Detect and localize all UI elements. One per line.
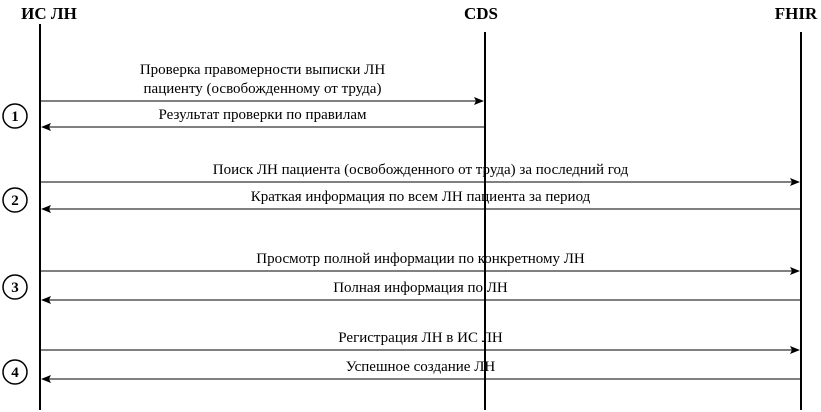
- step-marker-3: [3, 275, 27, 299]
- message-arrow: [41, 359, 800, 383]
- message-label: Просмотр полной информации по конкретному ЛН: [256, 251, 585, 267]
- message-label: Регистрация ЛН в ИС ЛН: [338, 330, 503, 346]
- step-number: 2: [11, 193, 19, 209]
- step-marker-1: [3, 104, 27, 128]
- message-label: Проверка правомерности выписки ЛН: [139, 62, 386, 78]
- messages-layer: [41, 62, 800, 383]
- message-label: пациенту (освобожденному от труда): [143, 81, 382, 97]
- message-arrow: [41, 280, 800, 304]
- message-label: Результат проверки по правилам: [158, 107, 367, 123]
- message-label: Краткая информация по всем ЛН пациента за период: [250, 189, 591, 205]
- step-marker-2: [3, 188, 27, 212]
- step-number: 3: [11, 280, 19, 296]
- actor-is-ln-title: ИС ЛН: [21, 4, 77, 23]
- message-arrow: [41, 62, 484, 105]
- step-number: 4: [11, 365, 19, 381]
- message-label: Поиск ЛН пациента (освобожденного от труда) за последний год: [212, 162, 629, 178]
- step-number: 1: [11, 109, 19, 125]
- steps-layer: [3, 104, 27, 384]
- message-label: Успешное создание ЛН: [345, 359, 496, 375]
- step-marker-4: [3, 360, 27, 384]
- message-arrow: [41, 107, 484, 131]
- message-arrow: [41, 162, 800, 186]
- message-arrow: [41, 189, 800, 213]
- actor-cds-title: CDS: [463, 4, 499, 23]
- message-arrow: [41, 330, 800, 354]
- message-label: Полная информация по ЛН: [333, 280, 508, 296]
- message-arrow: [41, 251, 800, 275]
- actor-fhir-title: FHIR: [774, 4, 818, 23]
